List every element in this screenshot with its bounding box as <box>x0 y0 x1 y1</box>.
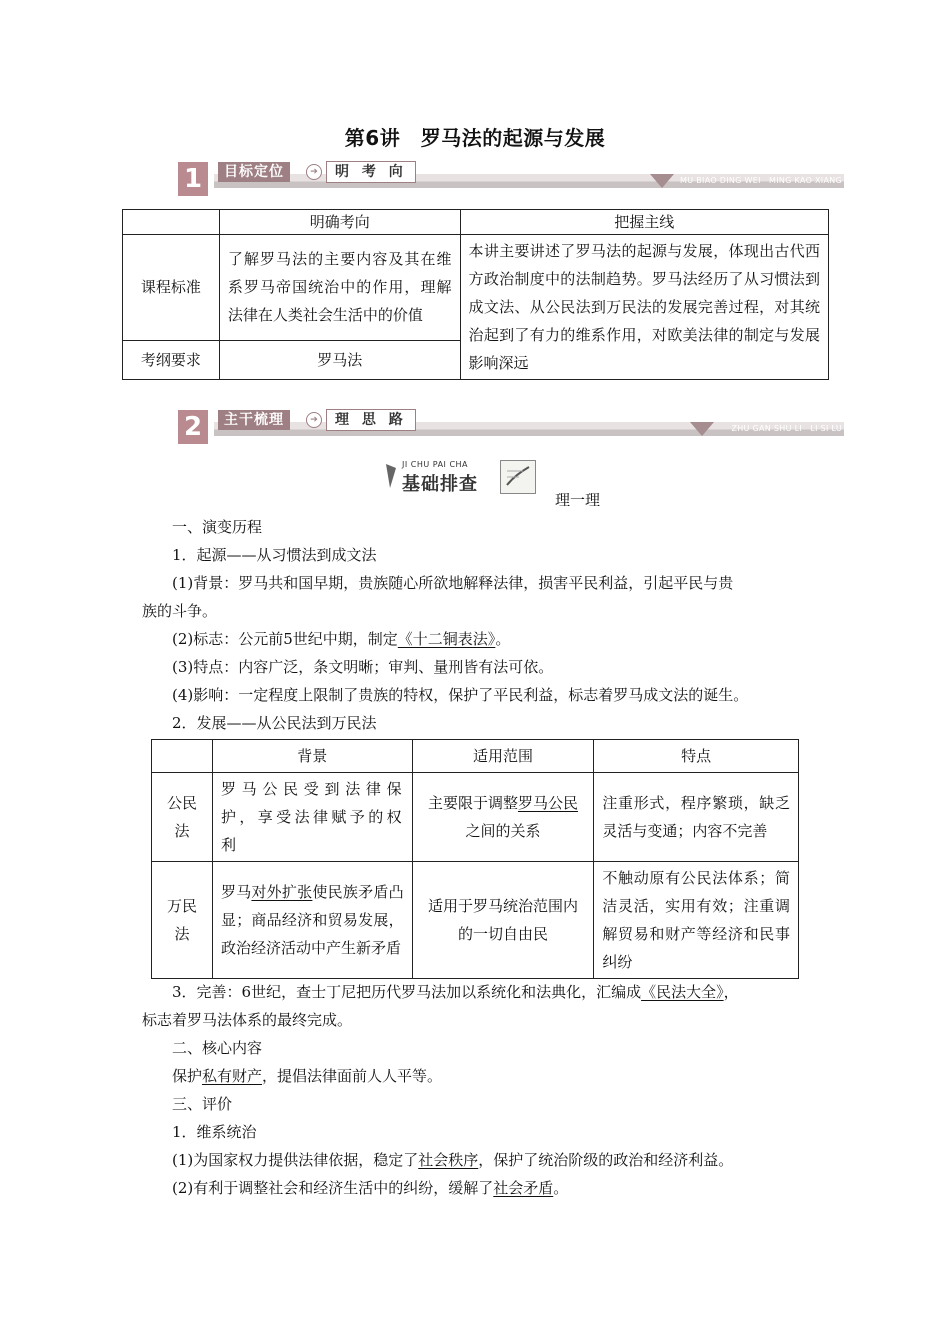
section-tag: 目标定位 <box>218 162 290 182</box>
paragraph: (1)背景：罗马共和国早期，贵族随心所欲地解释法律，损害平民利益，引起平民与贵 <box>172 574 734 592</box>
table-cell: 注重形式，程序繁琐，缺乏灵活与变通；内容不完善 <box>594 773 799 862</box>
section-heading: 二、核心内容 <box>172 1039 263 1057</box>
table-row <box>152 862 799 979</box>
table-cell: 罗马对外扩张使民族矛盾凸显；商品经济和贸易发展，政治经济活动中产生新矛盾 <box>212 862 412 979</box>
notepad-icon <box>500 460 536 494</box>
table-cell: 本讲主要讲述了罗马法的起源与发展，体现出古代西方政治制度中的法制趋势。罗马法经历了从习惯法到成文法、从公民法到万民法的发展完善过程，对其统治起到了有力的维系作用，对欧美法律的制定与发展影响深远 <box>460 235 828 380</box>
subsection-heading: 1．维系统治 <box>172 1123 257 1141</box>
badge-text: 基础排查 <box>402 474 478 495</box>
table-cell: 主要限于调整罗马公民之间的关系 <box>412 773 594 862</box>
table-cell: 不触动原有公民法体系；简洁灵活，实用有效；注重调解贸易和财产等经济和民事纠纷 <box>594 862 799 979</box>
paragraph: (2)标志：公元前5世纪中期，制定《十二铜表法》。 <box>172 630 511 648</box>
key-term: 《十二铜表法》 <box>397 630 496 648</box>
section-pinyin: ZHU GAN SHU LI LI SI LU <box>731 424 842 433</box>
section-banner-outline <box>178 408 844 444</box>
paragraph: 标志着罗马法体系的最终完成。 <box>142 1011 353 1029</box>
triangle-icon <box>690 422 714 436</box>
table-header: 特点 <box>594 740 799 773</box>
paragraph: 保护私有财产，提倡法律面前人人平等。 <box>172 1067 443 1085</box>
basics-badge <box>384 460 536 502</box>
paragraph: 3．完善：6世纪，查士丁尼把历代罗马法加以系统化和法典化，汇编成《民法大全》， <box>172 983 739 1001</box>
row-label: 万民法 <box>152 862 213 979</box>
table-cell: 罗马法 <box>219 340 460 379</box>
key-term: 社会秩序 <box>418 1151 479 1169</box>
section-tag: 主干梳理 <box>218 410 290 430</box>
pen-icon <box>384 462 398 490</box>
table-header: 把握主线 <box>460 210 828 235</box>
page-title: 第6讲 罗马法的起源与发展 <box>344 126 606 150</box>
table-row <box>123 210 829 235</box>
paragraph: (1)为国家权力提供法律依据，稳定了社会秩序，保护了统治阶级的政治和经济利益。 <box>172 1151 734 1169</box>
section-number: 2 <box>178 410 208 444</box>
table-row <box>152 773 799 862</box>
table-cell: 了解罗马法的主要内容及其在维系罗马帝国统治中的作用，理解法律在人类社会生活中的价值 <box>219 235 460 341</box>
subsection-heading: 2．发展——从公民法到万民法 <box>172 714 377 732</box>
sub-heading: 理一理 <box>555 491 601 509</box>
paragraph: (4)影响：一定程度上限制了贵族的特权，保护了平民利益，标志着罗马成文法的诞生。 <box>172 686 749 704</box>
section-number: 1 <box>178 162 208 196</box>
section-heading: 三、评价 <box>172 1095 233 1113</box>
table-row <box>152 740 799 773</box>
key-term: 对外扩张 <box>251 883 313 901</box>
key-term: 私有财产 <box>202 1067 263 1085</box>
table-cell <box>123 210 220 235</box>
paragraph: (2)有利于调整社会和经济生活中的纠纷，缓解了社会矛盾。 <box>172 1179 569 1197</box>
key-term: 社会矛盾 <box>493 1179 554 1197</box>
paragraph: 族的斗争。 <box>142 602 218 620</box>
table-cell: 罗马公民受到法律保护，享受法律赋予的权利 <box>212 773 412 862</box>
table-header: 适用范围 <box>412 740 594 773</box>
section-subtag: 理 思 路 <box>326 409 416 431</box>
arrow-icon: ➔ <box>306 412 322 428</box>
row-label: 课程标准 <box>123 235 220 341</box>
triangle-icon <box>650 174 674 188</box>
subsection-heading: 1．起源——从习惯法到成文法 <box>172 546 377 564</box>
section-heading: 一、演变历程 <box>172 518 263 536</box>
row-label: 考纲要求 <box>123 340 220 379</box>
section-subtag: 明 考 向 <box>326 161 416 183</box>
law-comparison-table <box>151 739 799 979</box>
table-header: 背景 <box>212 740 412 773</box>
goals-table <box>122 209 829 380</box>
row-label: 公民法 <box>152 773 213 862</box>
arrow-icon: ➔ <box>306 164 322 180</box>
section-pinyin: MU BIAO DING WEI MING KAO XIANG <box>680 176 842 185</box>
table-row <box>123 235 829 341</box>
paragraph: (3)特点：内容广泛，条文明晰；审判、量刑皆有法可依。 <box>172 658 554 676</box>
section-banner-goals <box>178 160 844 196</box>
key-term: 《民法大全》 <box>641 983 724 1001</box>
badge-pinyin: JI CHU PAI CHA <box>402 460 469 469</box>
table-cell <box>152 740 213 773</box>
table-header: 明确考向 <box>219 210 460 235</box>
key-term: 罗马公民 <box>517 794 578 812</box>
table-cell: 适用于罗马统治范围内的一切自由民 <box>412 862 594 979</box>
